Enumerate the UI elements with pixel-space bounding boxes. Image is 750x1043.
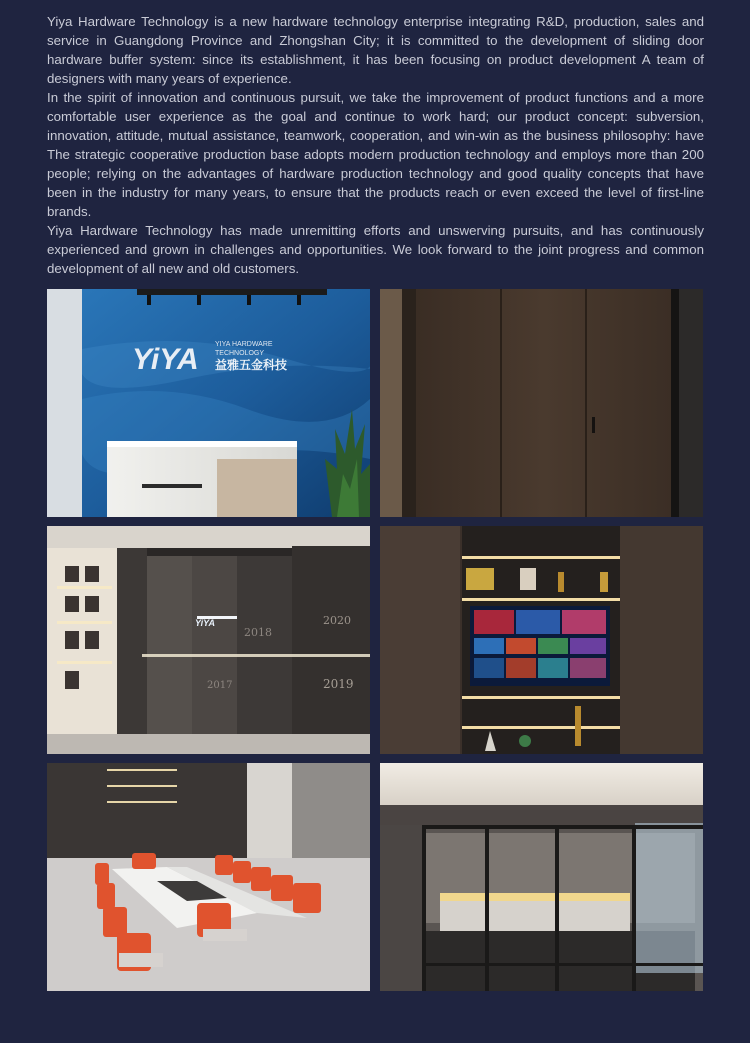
reception-brand-cn: 益雅五金科技 (215, 358, 288, 372)
year-2017: 2017 (207, 680, 233, 691)
year-2019: 2019 (323, 677, 354, 691)
glass-door-photo (380, 763, 703, 991)
reception-logo: YiYA (132, 343, 199, 376)
reception-brand-line2: TECHNOLOGY (215, 350, 265, 357)
showroom-logo: YiYA (195, 618, 216, 628)
year-2020: 2020 (323, 614, 351, 627)
intro-paragraph-1: Yiya Hardware Technology is a new hardware technology enterprise integrating R&D, production, sales and service in Guangdong Province and Zhongshan City; it is committed to the development of sliding door hardware buffer system: since its establishment, it has been focusing on product development A team of designers with many years of experience. (47, 14, 704, 86)
photo-grid (47, 289, 703, 991)
year-2018: 2018 (244, 626, 272, 639)
intro-paragraph-2: In the spirit of innovation and continuous pursuit, we take the improvement of product functions and a more comfortable user experience as the goal and continue to work hard; our product concept: subversion, innovation, attitude, mutual assistance, teamwork, cooperation, and win-win as the business philosophy: have The strategic cooperative production base adopts modern production technology and employs more than 200 people; relying on the advantages of hardware production technology and good quality concepts that have been in the industry for many years, to ensure that the products reach or even exceed the level of first-line brands. (47, 90, 704, 219)
tv-cabinet-photo (380, 526, 703, 754)
meeting-room-photo (47, 763, 370, 991)
showroom-photo (47, 526, 370, 754)
intro-paragraph-3: Yiya Hardware Technology has made unremitting efforts and unswerving pursuits, and has continuously experienced and grown in challenges and opportunities. We look forward to the joint progress and common development of all new and old customers. (47, 223, 704, 276)
wood-door-photo (380, 289, 703, 517)
reception-brand-line1: YIYA HARDWARE (215, 341, 273, 348)
company-intro (47, 12, 704, 278)
reception-photo (47, 289, 370, 517)
